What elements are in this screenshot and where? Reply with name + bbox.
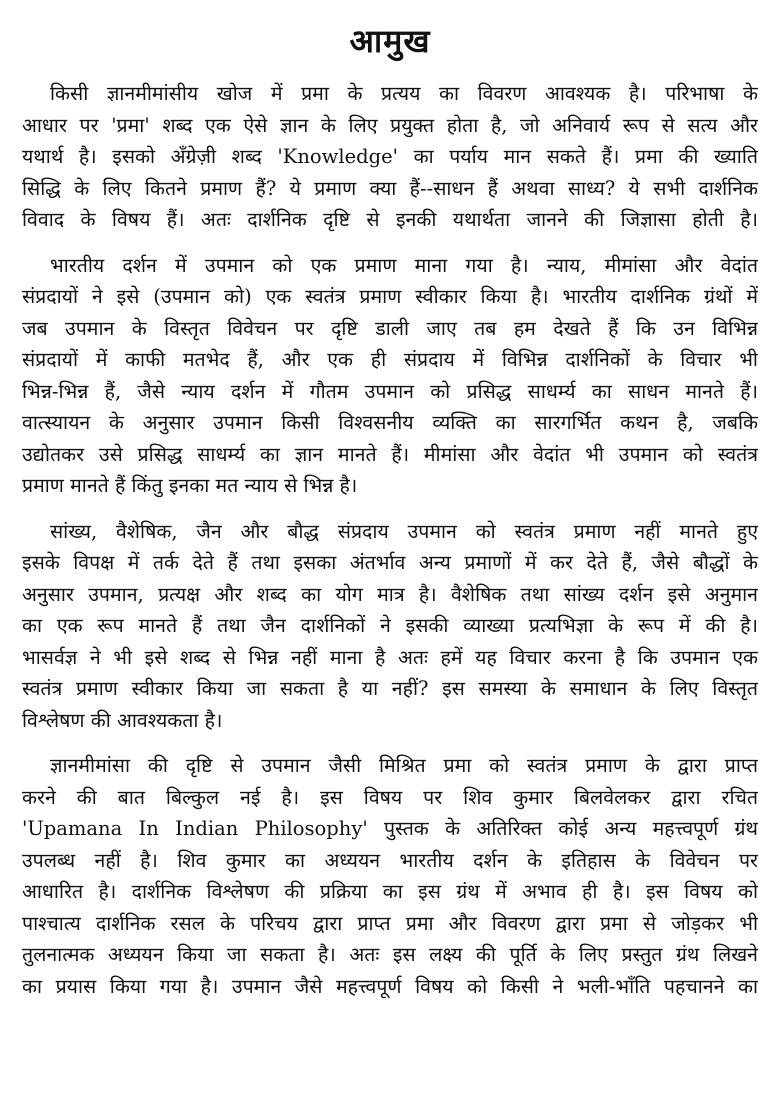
text-line: सांख्य, वैशेषिक, जैन और बौद्ध संप्रदाय उपमान को स्वतंत्र प्रमाण नहीं मानते हुए xyxy=(50,519,758,543)
text-line: भासर्वज्ञ ने भी इसे शब्द से भिन्न नहीं माना है अतः हमें यह विचार करना है कि उपमान एक xyxy=(22,645,758,669)
text-line: उद्योतकर उसे प्रसिद्ध साधर्म्य का ज्ञान मानते हैं। मीमांसा और वेदांत भी उपमान को स्वतंत्र xyxy=(22,442,758,466)
text-line: उपलब्ध नहीं है। शिव कुमार का अध्ययन भारतीय दर्शन के इतिहास के विवेचन पर xyxy=(22,848,758,872)
text-line: प्रमाण मानते हैं किंतु इनका मत न्याय से भिन्न है। xyxy=(22,474,358,497)
text-line: आधारित है। दार्शनिक विश्लेषण की प्रक्रिया का इस ग्रंथ में अभाव ही है। इस विषय को xyxy=(22,880,758,903)
text-line: संप्रदायों ने इसे (उपमान को) एक स्वतंत्र प्रमाण स्वीकार किया है। भारतीय दार्शनिक ग्रंथों में xyxy=(22,285,758,308)
text-line: ज्ञानमीमांसा की दृष्टि से उपमान जैसी मिश्रित प्रमा को स्वतंत्र प्रमाण के द्वारा प्राप्त xyxy=(50,754,758,777)
document-body xyxy=(22,78,758,1002)
text-line: विश्लेषण की आवश्यकता है। xyxy=(22,708,223,732)
text-line: जब उपमान के विस्तृत विवेचन पर दृष्टि डाली जाए तब हम देखते हैं कि उन विभिन्न xyxy=(22,316,758,340)
paragraph xyxy=(22,750,758,1002)
paragraph xyxy=(22,250,758,502)
text-line: आधार पर 'प्रमा' शब्द एक ऐसे ज्ञान के लिए प्रयुक्त होता है, जो अनिवार्य रूप से सत्य और xyxy=(22,113,758,137)
text-line: वात्स्यायन के अनुसार उपमान किसी विश्वसनीय व्यक्ति का सारगर्भित कथन है, जबकि xyxy=(22,411,758,434)
text-line: करने की बात बिल्कुल नई है। इस विषय पर शिव कुमार बिलवेलकर द्वारा रचित xyxy=(22,785,758,809)
text-line: सिद्धि के लिए कितने प्रमाण हैं? ये प्रमाण क्या हैं--साधन हैं अथवा साध्य? ये सभी दार्शनिक xyxy=(22,176,758,200)
paragraph xyxy=(22,516,758,737)
text-line: भारतीय दर्शन में उपमान को एक प्रमाण माना गया है। न्याय, मीमांसा और वेदांत xyxy=(50,253,758,277)
text-line: यथार्थ है। इसको अँग्रेज़ी शब्द 'Knowledge' का पर्याय मान सकते हैं। प्रमा की ख्याति xyxy=(22,145,758,168)
text-line: विवाद के विषय हैं। अतः दार्शनिक दृष्टि से इनकी यथार्थता जानने की जिज्ञासा होती है। xyxy=(22,208,758,231)
text-line: तुलनात्मक अध्ययन किया जा सकता है। अतः इस लक्ष्य की पूर्ति के लिए प्रस्तुत ग्रंथ लिखने xyxy=(22,943,758,966)
page-title: आमुख xyxy=(349,22,431,60)
text-line: संप्रदायों में काफी मतभेद हैं, और एक ही संप्रदाय में विभिन्न दार्शनिकों के विचार भी xyxy=(22,348,758,371)
text-line: पाश्चात्य दार्शनिक रसल के परिचय द्वारा प्राप्त प्रमा और विवरण द्वारा प्रमा से जोड़कर भी xyxy=(22,911,758,935)
text-line: स्वतंत्र प्रमाण स्वीकार किया जा सकता है या नहीं? इस समस्या के समाधान के लिए विस्तृत xyxy=(22,677,758,700)
text-line: अनुसार उपमान, प्रत्यक्ष और शब्द का योग मात्र है। वैशेषिक तथा सांख्य दर्शन इसे अनुमान xyxy=(22,582,758,606)
paragraph xyxy=(22,78,758,236)
text-line: का एक रूप मानते हैं तथा जैन दार्शनिकों ने इसकी व्याख्या प्रत्यभिज्ञा के रूप में की है। xyxy=(22,614,758,637)
text-line: 'Upamana In Indian Philosophy' पुस्तक के अतिरिक्त कोई अन्य महत्त्वपूर्ण ग्रंथ xyxy=(22,817,758,840)
text-line: किसी ज्ञानमीमांसीय खोज में प्रमा के प्रत्यय का विवरण आवश्यक है। परिभाषा के xyxy=(50,82,758,105)
text-line: भिन्न-भिन्न हैं, जैसे न्याय दर्शन में गौतम उपमान को प्रसिद्ध साधर्म्य का साधन मानते हैं। xyxy=(22,379,758,403)
text-line: इसके विपक्ष में तर्क देते हैं तथा इसका अंतर्भाव अन्य प्रमाणों में कर देते हैं, जैसे बौद्धों के xyxy=(22,551,758,574)
text-line: का प्रयास किया गया है। उपमान जैसे महत्त्वपूर्ण विषय को किसी ने भली-भाँति पहचानने का xyxy=(22,974,758,998)
